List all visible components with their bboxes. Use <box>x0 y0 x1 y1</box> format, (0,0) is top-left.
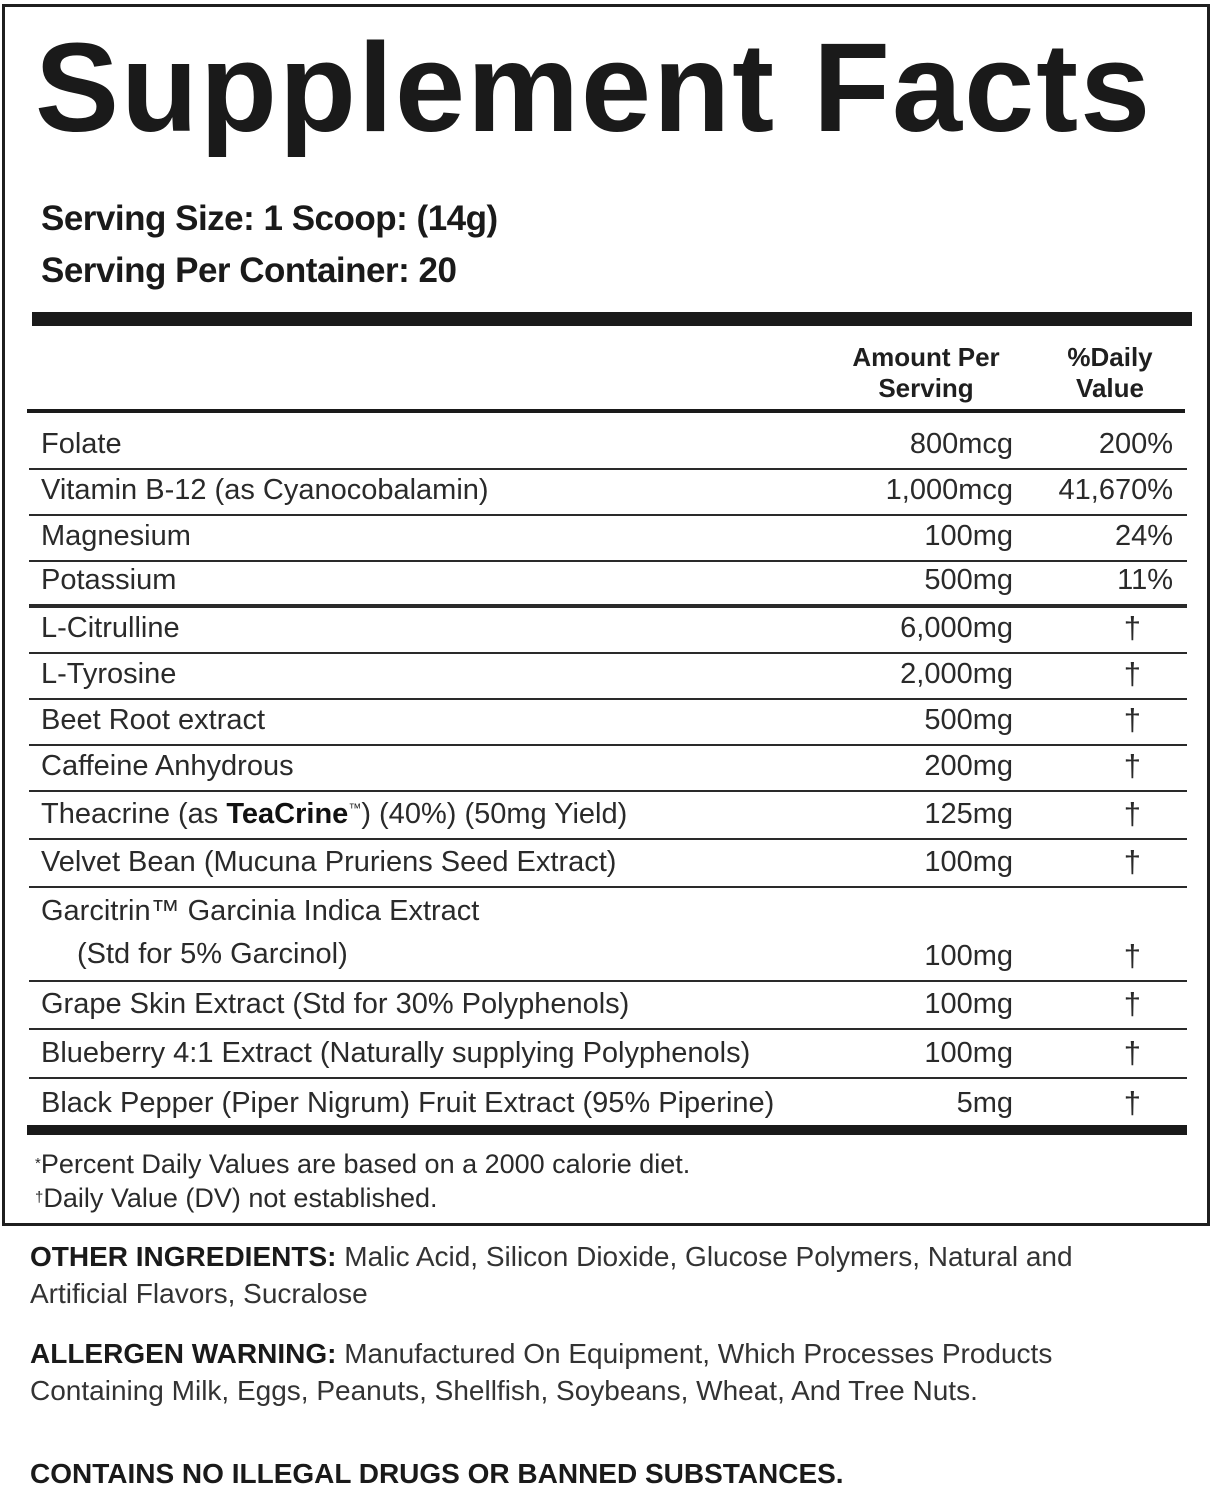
ingredient-row-blueberry <box>29 1030 1187 1079</box>
dv-header-line2: Value <box>1076 373 1144 403</box>
nutrient-row-vitamin-b12 <box>29 470 1187 516</box>
nutrient-amount: 100mg <box>924 520 1013 552</box>
trademark-mark: ™ <box>348 800 362 816</box>
footnote-dv-text: Daily Value (DV) not established. <box>43 1183 438 1213</box>
nutrient-name: Magnesium <box>41 520 191 552</box>
nutrient-row-magnesium <box>29 516 1187 562</box>
thick-divider-bottom <box>27 1125 1187 1135</box>
name-prefix: Theacrine (as <box>41 798 227 830</box>
ingredient-name: L-Citrulline <box>41 612 180 644</box>
ingredient-name <box>41 800 627 829</box>
ingredient-amount: 500mg <box>924 704 1013 736</box>
dagger-mark: † <box>1123 656 1141 691</box>
ingredient-row-l-citrulline <box>29 608 1187 654</box>
ingredient-row-velvet-bean <box>29 840 1187 888</box>
nutrient-amount: 800mcg <box>909 428 1013 460</box>
nutrient-daily-value: 41,670% <box>1058 474 1173 506</box>
allergen-warning <box>30 1335 1120 1409</box>
asterisk-mark: * <box>35 1155 41 1172</box>
supplement-facts-panel <box>2 4 1210 1226</box>
panel-title: Supplement Facts <box>35 17 1153 158</box>
ingredient-row-grape-skin <box>29 982 1187 1030</box>
ingredient-amount: 100mg <box>924 940 1013 972</box>
ingredient-row-garcitrin <box>29 888 1187 982</box>
allergen-warning-text: Manufactured On Equipment, Which Processes Products Containing Milk, Eggs, Peanuts, Shellfish, Soybeans, Wheat, And Tree Nuts. <box>30 1338 1053 1406</box>
dagger-mark: † <box>1123 844 1141 879</box>
ingredient-amount: 200mg <box>924 750 1013 782</box>
ingredient-name: Beet Root extract <box>41 704 266 736</box>
dagger-mark: † <box>1123 748 1141 783</box>
footnote-daily-values <box>35 1147 690 1181</box>
nutrient-name: Potassium <box>41 564 177 596</box>
ingredient-row-black-pepper <box>29 1079 1187 1127</box>
header-divider <box>27 409 1185 413</box>
ingredient-amount: 100mg <box>924 1037 1013 1069</box>
ingredient-amount: 6,000mg <box>900 612 1013 644</box>
name-suffix: ) (40%) (50mg Yield) <box>361 798 628 830</box>
allergen-warning-label: ALLERGEN WARNING: <box>30 1338 337 1369</box>
ingredient-row-theacrine <box>29 792 1187 840</box>
dagger-footnote-mark: † <box>35 1189 44 1206</box>
dagger-mark: † <box>1123 1035 1141 1070</box>
ingredient-name: Black Pepper (Piper Nigrum) Fruit Extract (95% Piperine) <box>41 1087 775 1119</box>
dv-header-line1: %Daily <box>1067 342 1153 372</box>
nutrient-amount: 1,000mcg <box>885 474 1013 506</box>
serving-size: Serving Size: 1 Scoop: (14g) <box>41 199 498 238</box>
ingredient-row-caffeine <box>29 746 1187 792</box>
ingredient-amount: 5mg <box>956 1087 1013 1119</box>
teacrine-brand: TeaCrine <box>226 798 349 830</box>
dagger-mark: † <box>1123 796 1141 831</box>
dagger-mark: † <box>1123 1085 1141 1120</box>
ingredient-name: Blueberry 4:1 Extract (Naturally supplying Polyphenols) <box>41 1037 751 1069</box>
footnote-daily-values-text: Percent Daily Values are based on a 2000 calorie diet. <box>40 1149 691 1179</box>
other-ingredients-label: OTHER INGREDIENTS: <box>30 1241 337 1272</box>
dagger-mark: † <box>1123 986 1141 1021</box>
nutrient-name: Folate <box>41 428 122 460</box>
nutrient-name: Vitamin B-12 (as Cyanocobalamin) <box>41 474 489 506</box>
ingredient-amount: 100mg <box>924 846 1013 878</box>
dagger-mark: † <box>1123 938 1141 973</box>
ingredient-row-l-tyrosine <box>29 654 1187 700</box>
footnote-dv-not-established <box>35 1181 438 1215</box>
nutrient-daily-value: 24% <box>1114 520 1173 552</box>
servings-per-container: Serving Per Container: 20 <box>41 251 457 290</box>
daily-value-header <box>1035 342 1185 404</box>
nutrient-daily-value: 200% <box>1098 428 1173 460</box>
other-ingredients <box>30 1238 1120 1312</box>
thick-divider-top <box>32 312 1192 326</box>
amount-per-serving-header <box>831 342 1021 404</box>
nutrient-daily-value: 11% <box>1117 564 1173 596</box>
ingredient-name: Velvet Bean (Mucuna Pruriens Seed Extract) <box>41 846 617 878</box>
banned-substances-disclaimer: CONTAINS NO ILLEGAL DRUGS OR BANNED SUBSTANCES. <box>30 1458 844 1489</box>
ingredient-amount: 100mg <box>924 988 1013 1020</box>
ingredient-amount: 125mg <box>924 798 1013 830</box>
other-ingredients-text: Malic Acid, Silicon Dioxide, Glucose Polymers, Natural and Artificial Flavors, Sucralose <box>30 1241 1073 1309</box>
ingredient-name: Caffeine Anhydrous <box>41 750 294 782</box>
ingredient-amount: 2,000mg <box>900 658 1013 690</box>
nutrient-amount: 500mg <box>924 564 1013 596</box>
amount-header-line2: Serving <box>878 373 974 403</box>
ingredient-name: Grape Skin Extract (Std for 30% Polyphenols) <box>41 988 630 1020</box>
dagger-mark: † <box>1123 610 1141 645</box>
ingredient-row-beet-root <box>29 700 1187 746</box>
nutrient-row-folate <box>29 424 1187 470</box>
ingredient-name: L-Tyrosine <box>41 658 177 690</box>
ingredient-name-line1: Garcitrin™ Garcinia Indica Extract <box>41 895 480 927</box>
dagger-mark: † <box>1123 702 1141 737</box>
nutrient-row-potassium <box>29 562 1187 608</box>
ingredient-name <box>41 890 479 976</box>
amount-header-line1: Amount Per <box>852 342 1000 372</box>
ingredient-name-line2: (Std for 5% Garcinol) <box>77 938 348 970</box>
